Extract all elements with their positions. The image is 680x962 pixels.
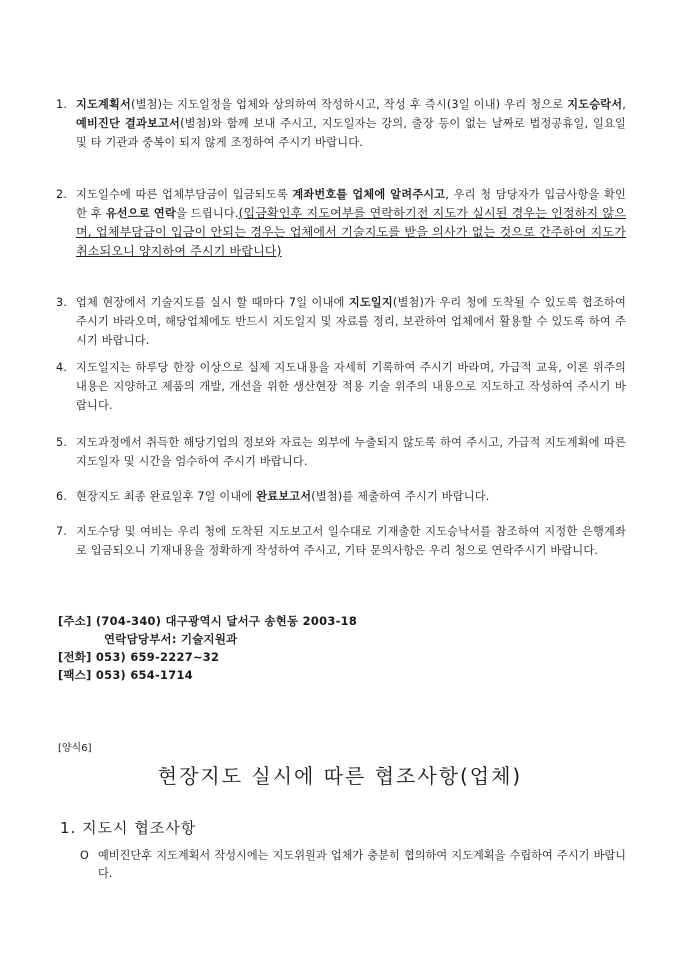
text-segment: (입금확인후 지도여부를 연락하기전 지도가 실시된 경우는 인정하지 않으며, 업체부담금이 입금이 안되는 경우는 업체에서 기술지도를 받을 의사가 없는 것으로 간주하여 지도가 취소되오니 양지하여 주시기 바랍니다) bbox=[76, 206, 626, 258]
contact-department: 연락담당부서: 기술지원과 bbox=[104, 632, 238, 646]
text-segment: 지도계획서 bbox=[76, 98, 132, 111]
text-segment: (별첨)와 함께 보내 주시고, 지도일자는 강의, 출장 등이 없는 날짜로 법정공휴일, 일요일 및 타 기관과 중복이 되지 않게 조정하여 주시기 바랍니다. bbox=[76, 117, 626, 149]
contact-phone: [전화] 053) 659-2227~32 bbox=[58, 650, 220, 664]
item-text bbox=[76, 522, 626, 560]
instruction-item-6 bbox=[56, 487, 626, 506]
text-segment: 을 드립니다. bbox=[175, 207, 239, 220]
text-segment: 현장지도 최종 완료일후 7일 이내에 bbox=[76, 490, 257, 503]
text-segment: , 우리 청 담당자가 입금사항을 확인한 후 bbox=[76, 188, 626, 220]
text-segment: , bbox=[622, 98, 626, 111]
item-text bbox=[76, 358, 626, 415]
text-segment: (별첨)가 우리 청에 도착될 수 있도록 협조하여 주시기 바라오며, 해당업체에도 반드시 지도일지 및 자료를 정리, 보관하여 업체에서 활용할 수 있도록 하여 주시기 바랍니다. bbox=[76, 296, 626, 347]
item-number: 4. bbox=[56, 361, 68, 374]
item-text bbox=[76, 293, 626, 350]
item-number: 1. bbox=[56, 98, 68, 111]
text-segment: 유선으로 연락 bbox=[105, 207, 176, 220]
instruction-item-7 bbox=[56, 522, 626, 560]
text-segment: 업체 현장에서 기술지도를 실시 할 때마다 7일 이내에 bbox=[76, 296, 349, 309]
instruction-item-1 bbox=[56, 95, 626, 152]
item-number: 3. bbox=[56, 296, 68, 309]
form-number-label: [양식6] bbox=[58, 743, 92, 754]
item-text bbox=[76, 95, 626, 152]
contact-fax: [팩스] 053) 654-1714 bbox=[58, 668, 193, 682]
text-segment: (별첨)는 지도일정을 업체와 상의하여 작성하시고, 작성 후 즉시(3일 이내) 우리 청으로 bbox=[131, 98, 568, 111]
text-segment: 예비진단 결과보고서 bbox=[76, 117, 181, 130]
item-number: 7. bbox=[56, 525, 68, 538]
instruction-item-2 bbox=[56, 185, 626, 261]
contact-address: [주소] (704-340) 대구광역시 달서구 송현동 2003-18 bbox=[58, 614, 358, 628]
text-segment: (별첨)를 제출하여 주시기 바랍니다. bbox=[311, 490, 490, 503]
instruction-item-5 bbox=[56, 433, 626, 471]
text-segment: 계좌번호를 업체에 알려주시고 bbox=[292, 188, 446, 201]
text-segment: 지도일지 bbox=[348, 296, 393, 309]
instruction-item-3 bbox=[56, 293, 626, 350]
text-segment: 지도과정에서 취득한 해당기업의 정보와 자료는 외부에 누출되지 않도록 하여 주시고, 가급적 지도계획에 따른 지도일자 및 시간을 엄수하여 주시기 바랍니다. bbox=[76, 436, 626, 468]
item-text bbox=[76, 433, 626, 471]
section-heading: 1. 지도시 협조사항 bbox=[60, 819, 197, 837]
text-segment: 지도일수에 따른 업체부담금이 입금되도록 bbox=[76, 188, 293, 201]
page-title: 현장지도 실시에 따른 협조사항(업체) bbox=[157, 764, 523, 788]
item-text bbox=[76, 185, 626, 261]
item-number: 6. bbox=[56, 490, 68, 503]
item-number: 2. bbox=[56, 188, 68, 201]
item-text bbox=[76, 487, 626, 506]
instruction-item-4 bbox=[56, 358, 626, 415]
item-number: 5. bbox=[56, 436, 68, 449]
bullet-item bbox=[80, 847, 626, 883]
bullet-circle-icon: O bbox=[80, 849, 89, 862]
text-segment: 지도승락서 bbox=[567, 98, 623, 111]
text-segment: 완료보고서 bbox=[256, 490, 312, 503]
bullet-text: 예비진단후 지도계획서 작성시에는 지도위원과 업체가 충분히 협의하여 지도계획을 수립하여 주시기 바랍니다. bbox=[98, 849, 626, 880]
text-segment: 지도일지는 하루당 한장 이상으로 실제 지도내용을 자세히 기록하여 주시기 바라며, 가급적 교육, 이론 위주의 내용은 지양하고 제품의 개발, 개선을 위한 생산현장 적용 기술 위주의 내용으로 지도하고 작성하여 주시기 바랍니다. bbox=[76, 361, 626, 412]
text-segment: 지도수당 및 여비는 우리 청에 도착된 지도보고서 일수대로 기재출한 지도승낙서를 참조하여 지정한 은행계좌로 입금되오니 기재내용을 정확하게 작성하여 주시고, 기타 문의사항은 우리 청으로 연락주시기 바랍니다. bbox=[76, 525, 626, 557]
